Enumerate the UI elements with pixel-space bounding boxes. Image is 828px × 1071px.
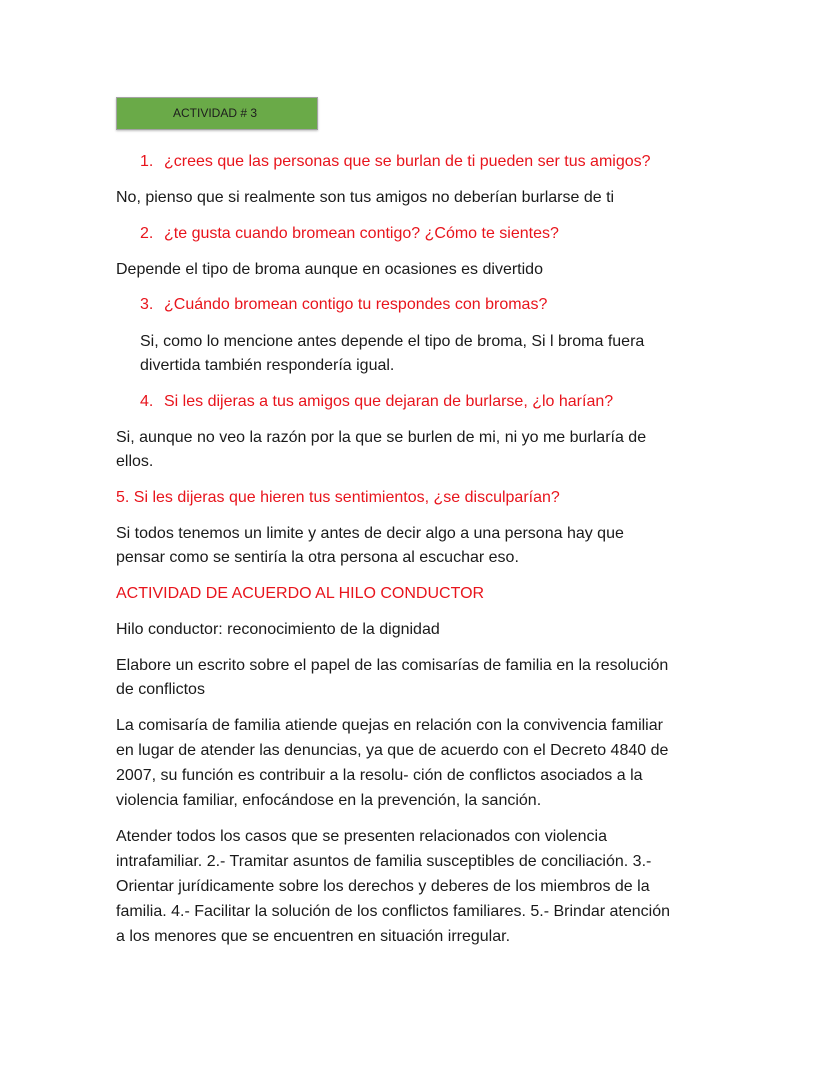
paragraph-2-line-3: Orientar jurídicamente sobre los derechos y deberes de los miembros de la <box>116 878 650 895</box>
paragraph-2-line-2: intrafamiliar. 2.- Tramitar asuntos de familia susceptibles de conciliación. 3.- <box>116 853 652 870</box>
answer-4-line-1: Si, aunque no veo la razón por la que se burlen de mi, ni yo me burlaría de <box>116 429 647 446</box>
question-1-text: ¿crees que las personas que se burlan de ti pueden ser tus amigos? <box>164 153 651 170</box>
question-4-number: 4. <box>140 393 154 410</box>
answer-5-line-1: Si todos tenemos un limite y antes de decir algo a una persona hay que <box>116 525 624 542</box>
answer-3-line-2: divertida también respondería igual. <box>140 357 395 374</box>
question-2 <box>140 222 559 246</box>
paragraph-1-line-2: en lugar de atender las denuncias, ya que de acuerdo con el Decreto 4840 de <box>116 742 669 759</box>
answer-4-line-2: ellos. <box>116 453 154 470</box>
prompt-line-1: Elabore un escrito sobre el papel de las comisarías de familia en la resolución <box>116 657 669 674</box>
question-3-text: ¿Cuándo bromean contigo tu respondes con bromas? <box>164 296 548 313</box>
paragraph-2-line-4: familia. 4.- Facilitar la solución de los conflictos familiares. 5.- Brindar atención <box>116 903 671 920</box>
paragraph-1-line-3: 2007, su función es contribuir a la resolu- ción de conflictos asociados a la <box>116 767 643 784</box>
question-1 <box>140 150 651 174</box>
answer-2: Depende el tipo de broma aunque en ocasiones es divertido <box>116 261 543 278</box>
question-1-number: 1. <box>140 153 154 170</box>
prompt-line-2: de conflictos <box>116 681 205 698</box>
paragraph-2-line-1: Atender todos los casos que se presenten relacionados con violencia <box>116 828 607 845</box>
answer-5-line-2: pensar como se sentiría la otra persona al escuchar eso. <box>116 549 519 566</box>
question-3 <box>140 293 547 317</box>
paragraph-2-line-5: a los menores que se encuentren en situación irregular. <box>116 928 511 945</box>
activity-banner <box>116 97 318 130</box>
section-heading: ACTIVIDAD DE ACUERDO AL HILO CONDUCTOR <box>116 585 485 602</box>
question-4-text: Si les dijeras a tus amigos que dejaran de burlarse, ¿lo harían? <box>164 393 614 410</box>
question-4 <box>140 390 613 414</box>
answer-1: No, pienso que si realmente son tus amigos no deberían burlarse de ti <box>116 189 615 206</box>
paragraph-1-line-1: La comisaría de familia atiende quejas en relación con la convivencia familiar <box>116 717 663 734</box>
question-3-number: 3. <box>140 296 154 313</box>
paragraph-1-line-4: violencia familiar, enfocándose en la prevención, la sanción. <box>116 792 542 809</box>
thread-line: Hilo conductor: reconocimiento de la dignidad <box>116 621 440 638</box>
activity-banner-label: ACTIVIDAD # 3 <box>173 106 258 120</box>
question-2-number: 2. <box>140 225 154 242</box>
answer-3-line-1: Si, como lo mencione antes depende el tipo de broma, Si l broma fuera <box>140 333 645 350</box>
question-5: 5. Si les dijeras que hieren tus sentimientos, ¿se disculparían? <box>116 489 560 506</box>
question-2-text: ¿te gusta cuando bromean contigo? ¿Cómo te sientes? <box>164 225 559 242</box>
